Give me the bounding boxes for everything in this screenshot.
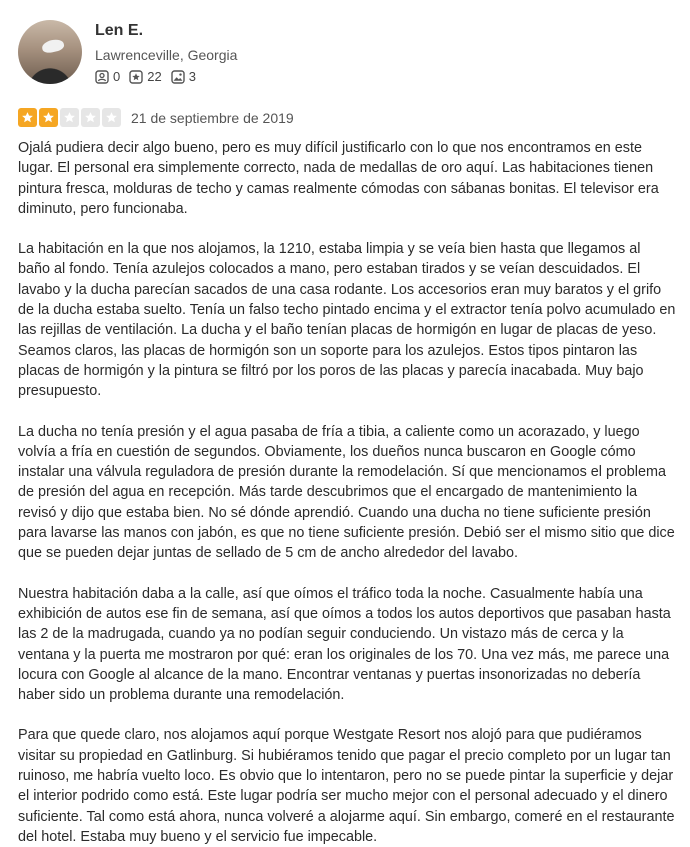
- friends-stat: [95, 69, 120, 84]
- star-icon: [81, 108, 100, 127]
- photos-stat: [171, 69, 196, 84]
- review-date: 21 de septiembre de 2019: [131, 109, 294, 126]
- review-text: [18, 138, 676, 847]
- review-paragraph: Nuestra habitación daba a la calle, así que oímos el tráfico toda la noche. Casualmente había una exhibición de autos ese fin de semana, así que oímos a todos los autos deportivos que pasaban hasta las 2 de la madrugada, cuando ya no podían seguir conduciendo. Un vistazo más de cerca y la ventana y la puerta me mostraron por qué: eran los originales de los 70. Una vez más, me parece una locura con Google al alcance de la mano. Encontrar ventanas y puertas insonorizadas no debería haber sido un problema durante una remodelación.: [18, 585, 671, 704]
- photos-count: 3: [188, 69, 196, 84]
- star-icon: [102, 108, 121, 127]
- star-icon: [18, 108, 37, 127]
- reviews-stat: [129, 69, 161, 84]
- friends-count: 0: [113, 69, 121, 84]
- star-icon: [39, 108, 58, 127]
- review-paragraph: Para que quede claro, nos alojamos aquí porque Westgate Resort nos alojó para que pudiéramos visitar su propiedad en Gatlinburg. Si hubiéramos tenido que pagar el precio completo por un lugar tan ruinoso, me habría vuelto loco. Es obvio que lo intentaron, pero no se puede pintar la superficie y dejar el interior podrido como está. Este lugar podría ser mucho mejor con el personal adecuado y el dinero suficiente. Tal como está ahora, nunca volveré a alojarme aquí. Sin embargo, comeré en el restaurante del hotel. Estaba muy bueno y el servicio fue impecable.: [18, 727, 675, 845]
- reviewer-stats: [95, 69, 237, 84]
- reviewer-name[interactable]: Len E.: [95, 22, 144, 39]
- avatar[interactable]: [18, 20, 82, 84]
- reviewer-header: [18, 18, 672, 84]
- rating-row: [18, 108, 672, 127]
- review-paragraph: La ducha no tenía presión y el agua pasaba de fría a tibia, a caliente como un acorazado, y luego volvía a fría en cuestión de segundos. Obviamente, los dueños nunca buscaron en Google cómo instalar una válvula reguladora de presión durante la remodelación. Sí que mencionamos el problema de presión del agua en recepción. Más tarde descubrimos que el encargado de mantenimiento la revisó y dijo que estaba bien. No sé dónde aprendió. Cuando una ducha no tiene suficiente presión para lavarse las manos con jabón, es que no tiene suficiente presión. Debió ser el mismo sitio que dice que se pueden dejar juntas de sellado de 5 cm de ancho alrededor del lavabo.: [18, 423, 675, 562]
- photo-icon: [171, 70, 185, 84]
- reviewer-info: [95, 18, 237, 84]
- reviews-count: 22: [147, 69, 162, 84]
- star-rating: [18, 108, 123, 127]
- review-paragraph: Ojalá pudiera decir algo bueno, pero es muy difícil justificarlo con lo que nos encontramos en este lugar. El personal era simplemente correcto, nada de medallas de oro aquí. Las habitaciones tienen pintura fresca, molduras de techo y camas realmente cómodas con sábanas bonitas. El televisor era diminuto, pero funcionaba.: [18, 140, 659, 217]
- review-paragraph: La habitación en la que nos alojamos, la 1210, estaba limpia y se veía bien hasta que llegamos al baño al fondo. Tenía azulejos colocados a mano, pero estaban tirados y se veían descuidados. El lavabo y la ducha parecían sacados de una casa rodante. Los accesorios eran muy baratos y el grifo de la ducha estaba suelto. Tenía un falso techo pintado encima y el extractor tenía polvo acumulado en las rejillas de ventilación. La ducha y el baño tenían placas de hormigón en lugar de placas de yeso. Seamos claros, las placas de hormigón son un soporte para los azulejos. Estos tipos pintaron las placas de hormigón y la pintura se filtró por los poros de las placas y parecía inacabada. Muy bajo presupuesto.: [18, 241, 676, 400]
- friends-icon: [95, 70, 109, 84]
- star-icon: [60, 108, 79, 127]
- reviewer-location: Lawrenceville, Georgia: [95, 47, 238, 63]
- review-star-icon: [129, 70, 143, 84]
